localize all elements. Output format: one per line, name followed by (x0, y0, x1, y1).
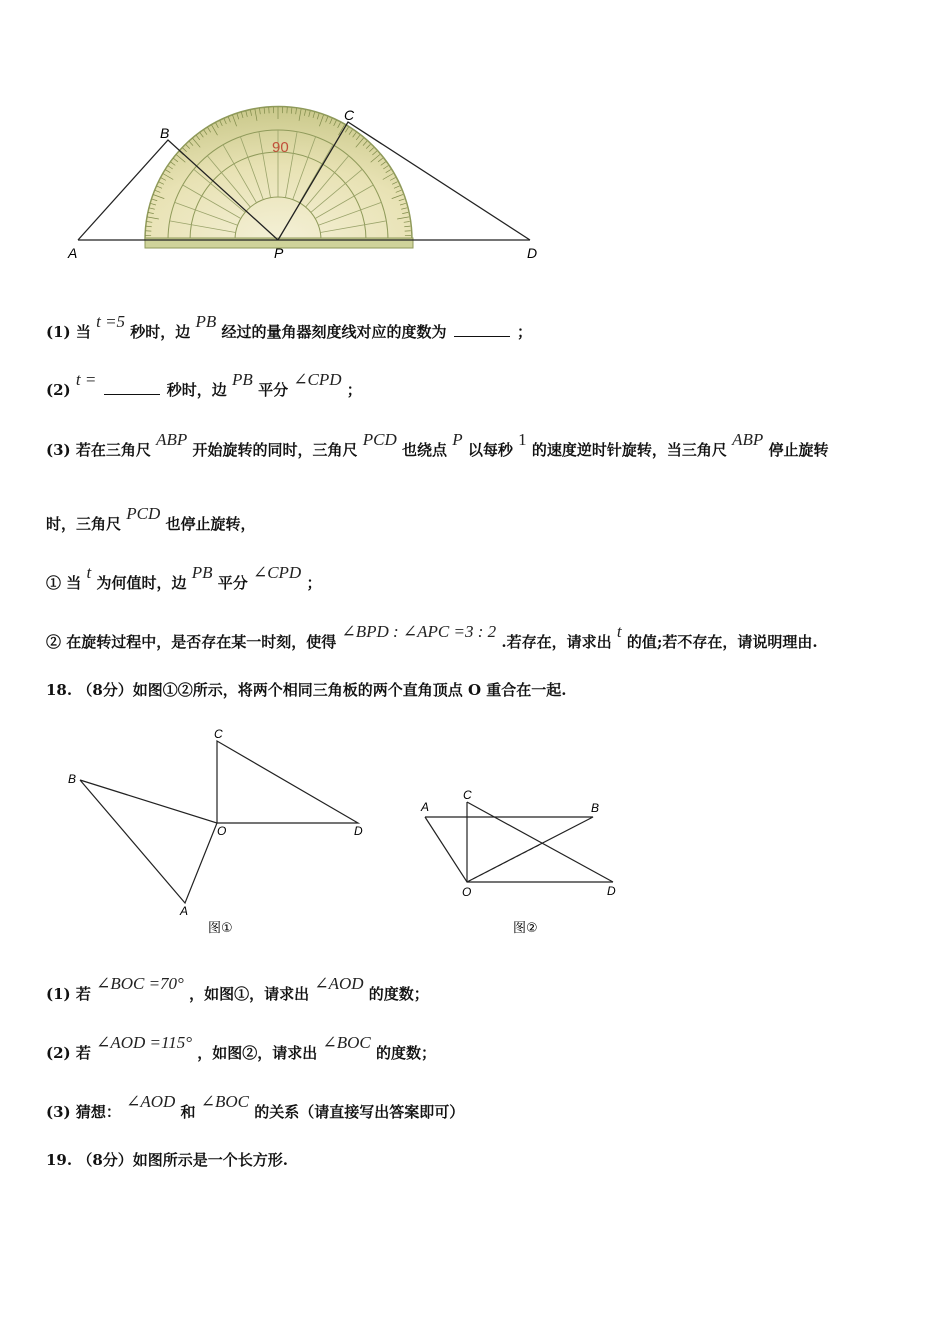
q17-part1 (46, 312, 533, 342)
label-a: A (68, 245, 78, 261)
math-angle-aod: ∠AOD (314, 974, 364, 993)
q17-part1-number: (1) 当 (46, 323, 91, 341)
q19-title: 19. （8分）如图所示是一个长方形. (46, 1151, 288, 1169)
text: 的度数； (368, 985, 429, 1003)
text: 也停止旋转， (165, 515, 256, 533)
text: 秒时，边 (166, 381, 227, 399)
math-t5: t =5 (96, 312, 126, 331)
answer-blank (104, 380, 160, 395)
fig2-label-c: C (463, 788, 472, 802)
math-angle-boc: ∠BOC (200, 1092, 250, 1111)
q17-part2-number: (2) (46, 381, 71, 399)
fig2-label-a: A (421, 800, 430, 814)
text: 也绕点 (401, 441, 447, 459)
q18-part2-number: (2) 若 (46, 1044, 91, 1062)
label-d: D (527, 245, 538, 261)
text: ，如图①，请求出 (189, 985, 310, 1003)
q17-sub2 (46, 622, 818, 652)
fig2-label-b: B (591, 801, 600, 815)
math-ratio: ∠BPD : ∠APC =3 : 2 (341, 622, 497, 641)
math-p: P (452, 430, 463, 449)
label-b: B (160, 125, 170, 141)
fig2-label-d: D (607, 884, 616, 898)
text: 经过的量角器刻度线对应的度数为 (221, 323, 447, 341)
text: ① 当 (46, 574, 82, 592)
q18-part1-number: (1) 若 (46, 985, 91, 1003)
math-angle-boc-70: ∠BOC =70° (96, 974, 184, 993)
q18-part3-number: (3) 猜想： (46, 1103, 121, 1121)
math-one: 1 (518, 430, 527, 449)
text: 的度数； (376, 1044, 437, 1062)
fig1-label-o: O (217, 824, 227, 838)
fig2-label-o: O (462, 885, 472, 899)
fig1-label-d: D (354, 824, 363, 838)
q18-part1 (46, 974, 429, 1004)
fig1-label-c: C (214, 727, 223, 741)
math-angle-aod-115: ∠AOD =115° (96, 1033, 193, 1052)
q18-title: 18. （8分）如图①②所示，将两个相同三角板的两个直角顶点 O 重合在一起. (46, 681, 567, 699)
fig2-caption: 图② (513, 921, 538, 936)
q17-part3-cont (46, 504, 256, 534)
q18-part2 (46, 1033, 437, 1063)
figure-18-1 (60, 725, 380, 940)
text: ； (346, 381, 362, 399)
text: 时，三角尺 (46, 515, 122, 533)
math-abp: ABP (732, 430, 764, 449)
math-pcd: PCD (362, 430, 397, 449)
protractor-figure (60, 100, 560, 265)
text: 和 (180, 1103, 196, 1121)
math-t: t = (75, 370, 97, 389)
text: 的值;若不存在，请说明理由. (626, 633, 818, 651)
math-pb: PB (232, 370, 253, 389)
q17-sub1 (46, 563, 322, 593)
math-pcd: PCD (126, 504, 161, 523)
fig1-label-a: A (180, 904, 189, 918)
protractor-body (145, 107, 412, 241)
math-angle-cpd: ∠CPD (252, 563, 302, 582)
text: ； (306, 574, 322, 592)
protractor-90-mark: 90 (272, 139, 289, 156)
math-t: t (616, 622, 622, 641)
math-angle-boc: ∠BOC (322, 1033, 371, 1052)
q17-part3-number: (3) 若在三角尺 (46, 441, 151, 459)
text: .若存在，请求出 (501, 633, 612, 651)
text: 平分 (258, 381, 289, 399)
label-c: C (344, 107, 355, 123)
q17-part2 (46, 370, 362, 400)
text: ，如图②，请求出 (197, 1044, 318, 1062)
text: 平分 (217, 574, 248, 592)
math-abp: ABP (156, 430, 188, 449)
fig1-label-b: B (68, 772, 77, 786)
text: 为何值时，边 (96, 574, 187, 592)
math-t: t (86, 563, 92, 582)
math-angle-aod: ∠AOD (126, 1092, 176, 1111)
math-angle-cpd: ∠CPD (293, 370, 342, 389)
text: 秒时，边 (130, 323, 191, 341)
text: 的关系（请直接写出答案即可） (254, 1103, 465, 1121)
text: ② 在旋转过程中，是否存在某一时刻，使得 (46, 633, 337, 651)
text: 开始旋转的同时，三角尺 (192, 441, 358, 459)
q18-part3 (46, 1092, 465, 1122)
figure-18-2 (415, 785, 645, 940)
text: 的速度逆时针旋转，当三角尺 (531, 441, 727, 459)
text: 以每秒 (467, 441, 513, 459)
text: ； (517, 323, 533, 341)
q17-part3 (46, 430, 829, 460)
math-pb: PB (191, 563, 213, 582)
label-p: P (274, 245, 284, 261)
text: 停止旋转 (768, 441, 829, 459)
math-pb: PB (195, 312, 217, 331)
answer-blank (454, 322, 510, 337)
fig1-caption: 图① (208, 921, 233, 936)
